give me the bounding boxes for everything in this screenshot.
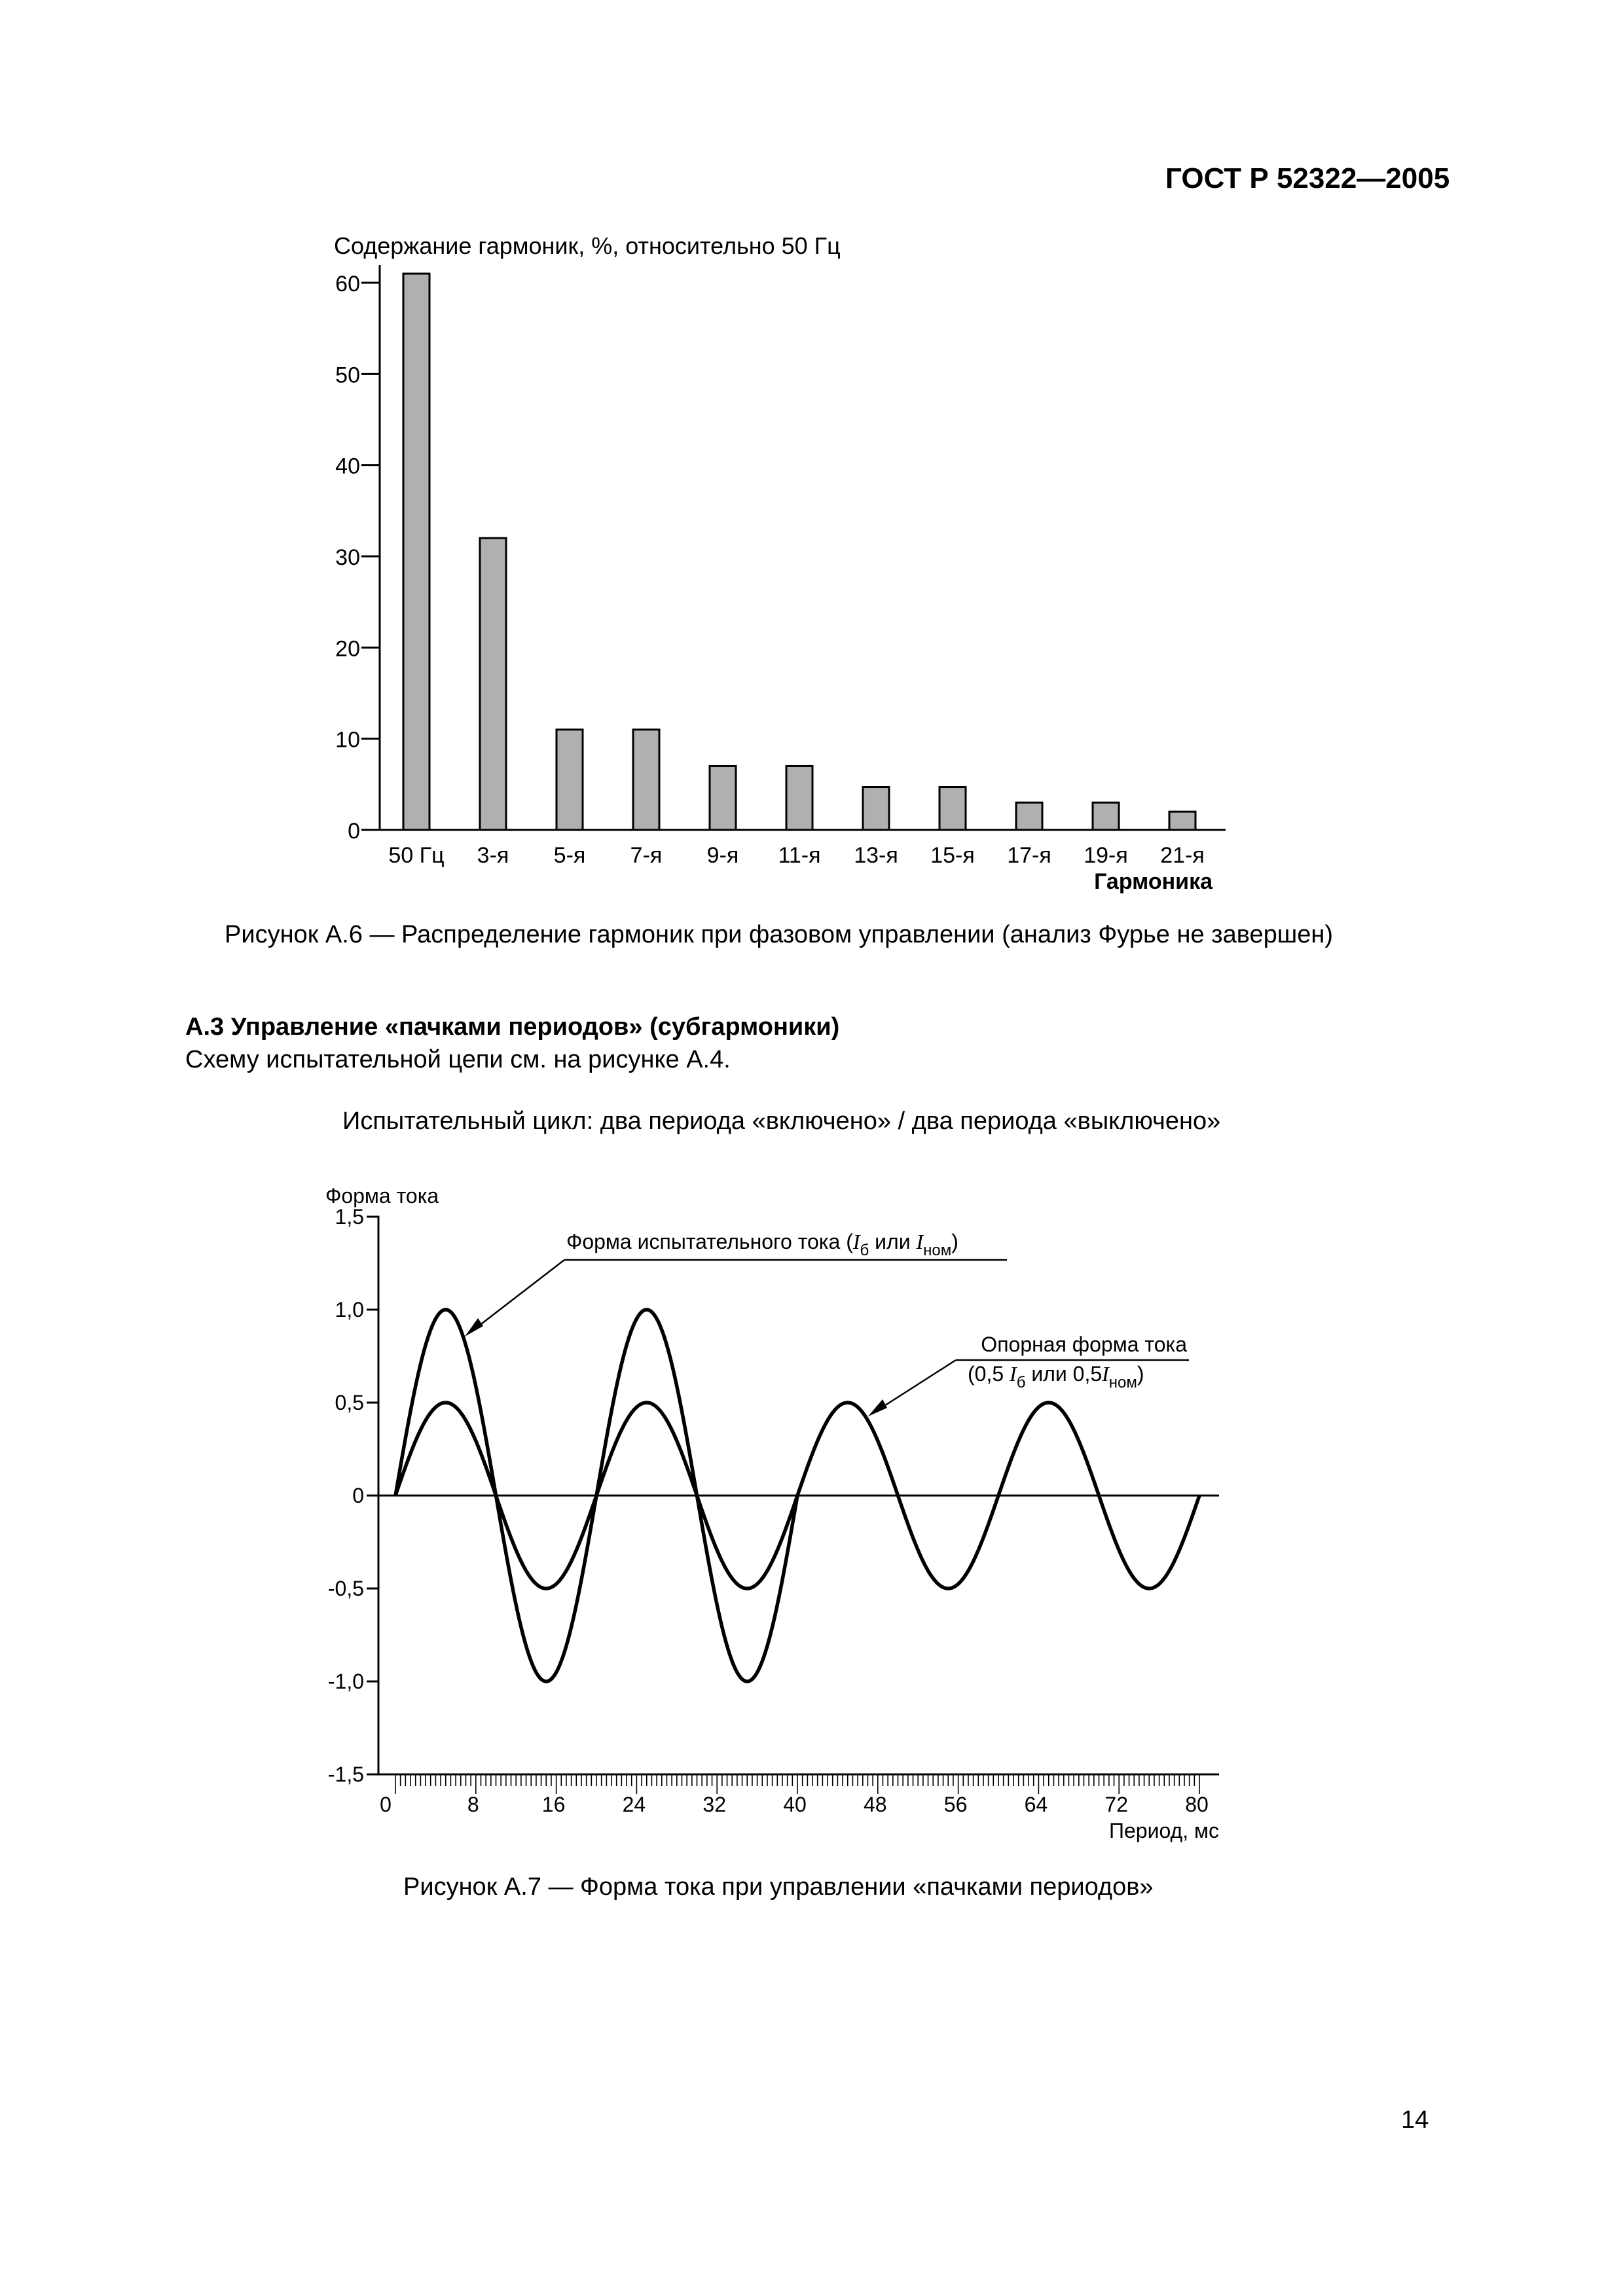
line-x-tick-label: 80 (1185, 1793, 1209, 1816)
line-x-tick-label: 56 (943, 1793, 968, 1816)
line-x-axis-label: Период, мс (1108, 1819, 1219, 1842)
line-y-tick-label: 0,5 (335, 1391, 364, 1414)
line-y-tick-label: 1,5 (335, 1205, 364, 1229)
annotation-reference-leader (874, 1360, 956, 1412)
annotation-reference-line2: (0,5 $I_б$ или $0,5I_{ном}$) (968, 1362, 1144, 1391)
line-chart-title: Форма тока (325, 1184, 439, 1208)
line-x-tick-label: 24 (622, 1793, 646, 1816)
bar-category-label: 9-я (706, 843, 739, 868)
line-x-tick-label: 72 (1104, 1793, 1128, 1816)
line-x-tick-label: 40 (783, 1793, 807, 1816)
bar-category-label: 19-я (1084, 843, 1128, 868)
line-x-tick-label: 16 (541, 1793, 566, 1816)
bar-category-label: 17-я (1007, 843, 1051, 868)
line-x-minor-ticks (395, 1774, 1199, 1794)
page-number: 14 (1401, 2106, 1429, 2134)
test-cycle-text: Испытательный цикл: два периода «включено» / два периода «выключено» (342, 1107, 1221, 1135)
bar-y-tick-label: 20 (335, 636, 360, 662)
bar-category-label: 5-я (553, 843, 586, 868)
line-x-tick-label: 48 (864, 1793, 887, 1816)
bar-y-tick-label: 40 (335, 454, 360, 479)
line-y-tick-label: 1,0 (335, 1298, 364, 1321)
bar-y-tick-label: 30 (335, 545, 360, 570)
line-y-tick-label: -1,5 (327, 1763, 364, 1786)
annotation-test-leader (470, 1260, 564, 1333)
section-heading: А.3 Управление «пачками периодов» (субгармоники) (185, 1013, 840, 1041)
line-y-tick-label: -1,0 (327, 1670, 364, 1693)
document-id: ГОСТ Р 52322—2005 (1165, 162, 1450, 194)
annotation-test-current: Форма испытательного тока ($I_б$ или $I_{ном}$) (566, 1230, 958, 1259)
bar-y-tick-label: 0 (348, 819, 360, 844)
annotation-reference-line1: Опорная форма тока (981, 1333, 1187, 1356)
bar-category-label: 50 Гц (388, 843, 445, 868)
bar-chart-title: Содержание гармоник, %, относительно 50 Гц (334, 232, 841, 259)
bar-x-axis-label: Гармоника (1094, 869, 1213, 894)
figure-a6-caption: Рисунок А.6 — Распределение гармоник при фазовом управлении (анализ Фурье не завершен) (225, 921, 1333, 948)
bar-category-label: 3-я (477, 843, 509, 868)
line-x-tick-label: 64 (1024, 1793, 1048, 1816)
bar-category-label: 7-я (630, 843, 663, 868)
bar-y-tick-label: 10 (335, 727, 360, 753)
line-x-tick-label: 32 (702, 1793, 726, 1816)
bar-category-label: 21-я (1160, 843, 1205, 868)
annotation-test-arrowhead (465, 1318, 483, 1336)
bar-y-tick-label: 50 (335, 363, 360, 388)
bar-category-label: 15-я (930, 843, 975, 868)
line-y-tick-label: -0,5 (327, 1577, 364, 1600)
line-y-tick-label: 0 (352, 1484, 364, 1507)
section-text: Схему испытательной цепи см. на рисунке А.4. (185, 1046, 731, 1073)
line-x-tick-label: 0 (380, 1793, 392, 1816)
annotation-reference-arrowhead (868, 1399, 887, 1416)
line-x-tick-label: 8 (467, 1793, 479, 1816)
bar-category-label: 13-я (854, 843, 898, 868)
bar-y-tick-label: 60 (335, 272, 360, 296)
bar-category-label: 11-я (778, 843, 821, 868)
figure-a7-caption: Рисунок А.7 — Форма тока при управлении «пачками периодов» (403, 1873, 1154, 1901)
